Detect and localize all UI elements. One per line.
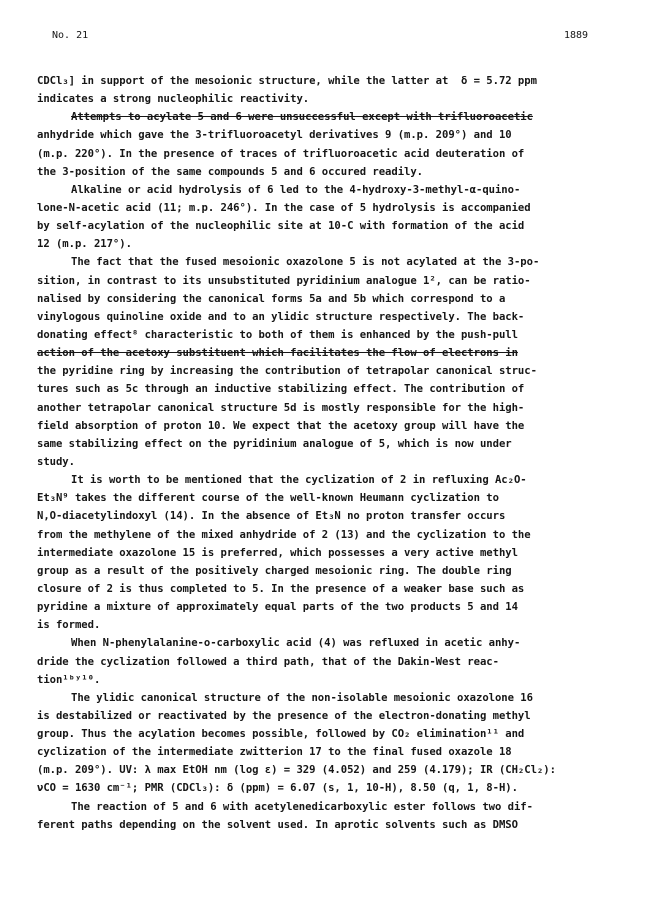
text-line: vinylogous quinoline oxide and to an ylidic structure respectively. The back- [37, 310, 525, 323]
text-line: (m.p. 209°). UV: λ max EtOH nm (log ε) = 329 (4.052) and 259 (4.179); IR (CH₂Cl₂): [37, 764, 556, 777]
text-line: field absorption of proton 10. We expect that the acetoxy group will have the [37, 419, 525, 432]
text-line: sition, in contrast to its unsubstituted pyridinium analogue 1², can be ratio- [37, 274, 531, 287]
text-line: pyridine a mixture of approximately equal parts of the two products 5 and 14 [37, 601, 518, 614]
page-number: 1889 [564, 30, 589, 41]
text-line: When N-phenylalanine-o-carboxylic acid (4) was refluxed in acetic anhy- [71, 637, 521, 650]
text-line: The ylidic canonical structure of the non-isolable mesoionic oxazolone 16 [71, 691, 533, 704]
text-line: from the methylene of the mixed anhydride of 2 (13) and the cyclization to the [37, 528, 531, 541]
text-line: group as a result of the positively charged mesoionic ring. The double ring [37, 564, 512, 577]
text-line: (m.p. 220°). In the presence of traces of trifluoroacetic acid deuteration of [37, 147, 525, 160]
text-line: action of the acetoxy substituent which facilitates the flow of electrons in [37, 347, 518, 360]
text-line: another tetrapolar canonical structure 5d is mostly responsible for the high- [37, 401, 525, 414]
text-line: νCO = 1630 cm⁻¹; PMR (CDCl₃): δ (ppm) = 6.07 (s, 1, 10-H), 8.50 (q, 1, 8-H). [37, 782, 518, 795]
text-line: nalised by considering the canonical forms 5a and 5b which correspond to a [37, 292, 506, 305]
text-line: is destabilized or reactivated by the presence of the electron-donating methyl [37, 709, 531, 722]
text-line: the 3-position of the same compounds 5 and 6 occured readily. [37, 165, 424, 178]
article-body [37, 72, 637, 834]
text-line: It is worth to be mentioned that the cyclization of 2 in refluxing Ac₂O- [71, 474, 527, 487]
page-header-journal-number: No. 21 [52, 30, 89, 41]
text-line: is formed. [37, 619, 101, 632]
text-line: Attempts to acylate 5 and 6 were unsuccessful except with trifluoroacetic [71, 111, 533, 124]
text-line: by self-acylation of the nucleophilic site at 10-C with formation of the acid [37, 220, 525, 233]
text-line: lone-N-acetic acid (11; m.p. 246°). In the case of 5 hydrolysis is accompanied [37, 201, 531, 214]
text-line: tion¹ᵇʸ¹⁰. [37, 673, 101, 686]
text-line: donating effect⁸ characteristic to both of them is enhanced by the push-pull [37, 328, 518, 341]
text-line: CDCl₃] in support of the mesoionic structure, while the latter at δ = 5.72 ppm [37, 75, 537, 87]
text-line: group. Thus the acylation becomes possible, followed by CO₂ elimination¹¹ and [37, 728, 525, 741]
text-line: the pyridine ring by increasing the contribution of tetrapolar canonical struc- [37, 365, 537, 378]
text-line: study. [37, 455, 75, 468]
text-line: anhydride which gave the 3-trifluoroacetyl derivatives 9 (m.p. 209°) and 10 [37, 129, 512, 142]
text-line: same stabilizing effect on the pyridinium analogue of 5, which is now under [37, 437, 512, 450]
text-line: Et₃N⁹ takes the different course of the well-known Heumann cyclization to [37, 492, 499, 505]
text-line: intermediate oxazolone 15 is preferred, which possesses a very active methyl [37, 546, 518, 559]
text-line: ferent paths depending on the solvent used. In aprotic solvents such as DMSO [37, 818, 518, 831]
text-line: tures such as 5c through an inductive stabilizing effect. The contribution of [37, 383, 525, 396]
text-line: 12 (m.p. 217°). [37, 238, 132, 251]
text-line: The reaction of 5 and 6 with acetylenedicarboxylic ester follows two dif- [71, 800, 533, 813]
text-line: indicates a strong nucleophilic reactivity. [37, 93, 310, 106]
text-line: Alkaline or acid hydrolysis of 6 led to the 4-hydroxy-3-methyl-α-quino- [71, 183, 521, 196]
text-line: closure of 2 is thus completed to 5. In the presence of a weaker base such as [37, 582, 525, 595]
text-line: The fact that the fused mesoionic oxazolone 5 is not acylated at the 3-po- [71, 256, 540, 269]
text-line: dride the cyclization followed a third path, that of the Dakin-West reac- [37, 655, 499, 668]
text-line: cyclization of the intermediate zwitterion 17 to the final fused oxazole 18 [37, 746, 512, 759]
text-line: N,O-diacetylindoxyl (14). In the absence of Et₃N no proton transfer occurs [37, 510, 506, 523]
